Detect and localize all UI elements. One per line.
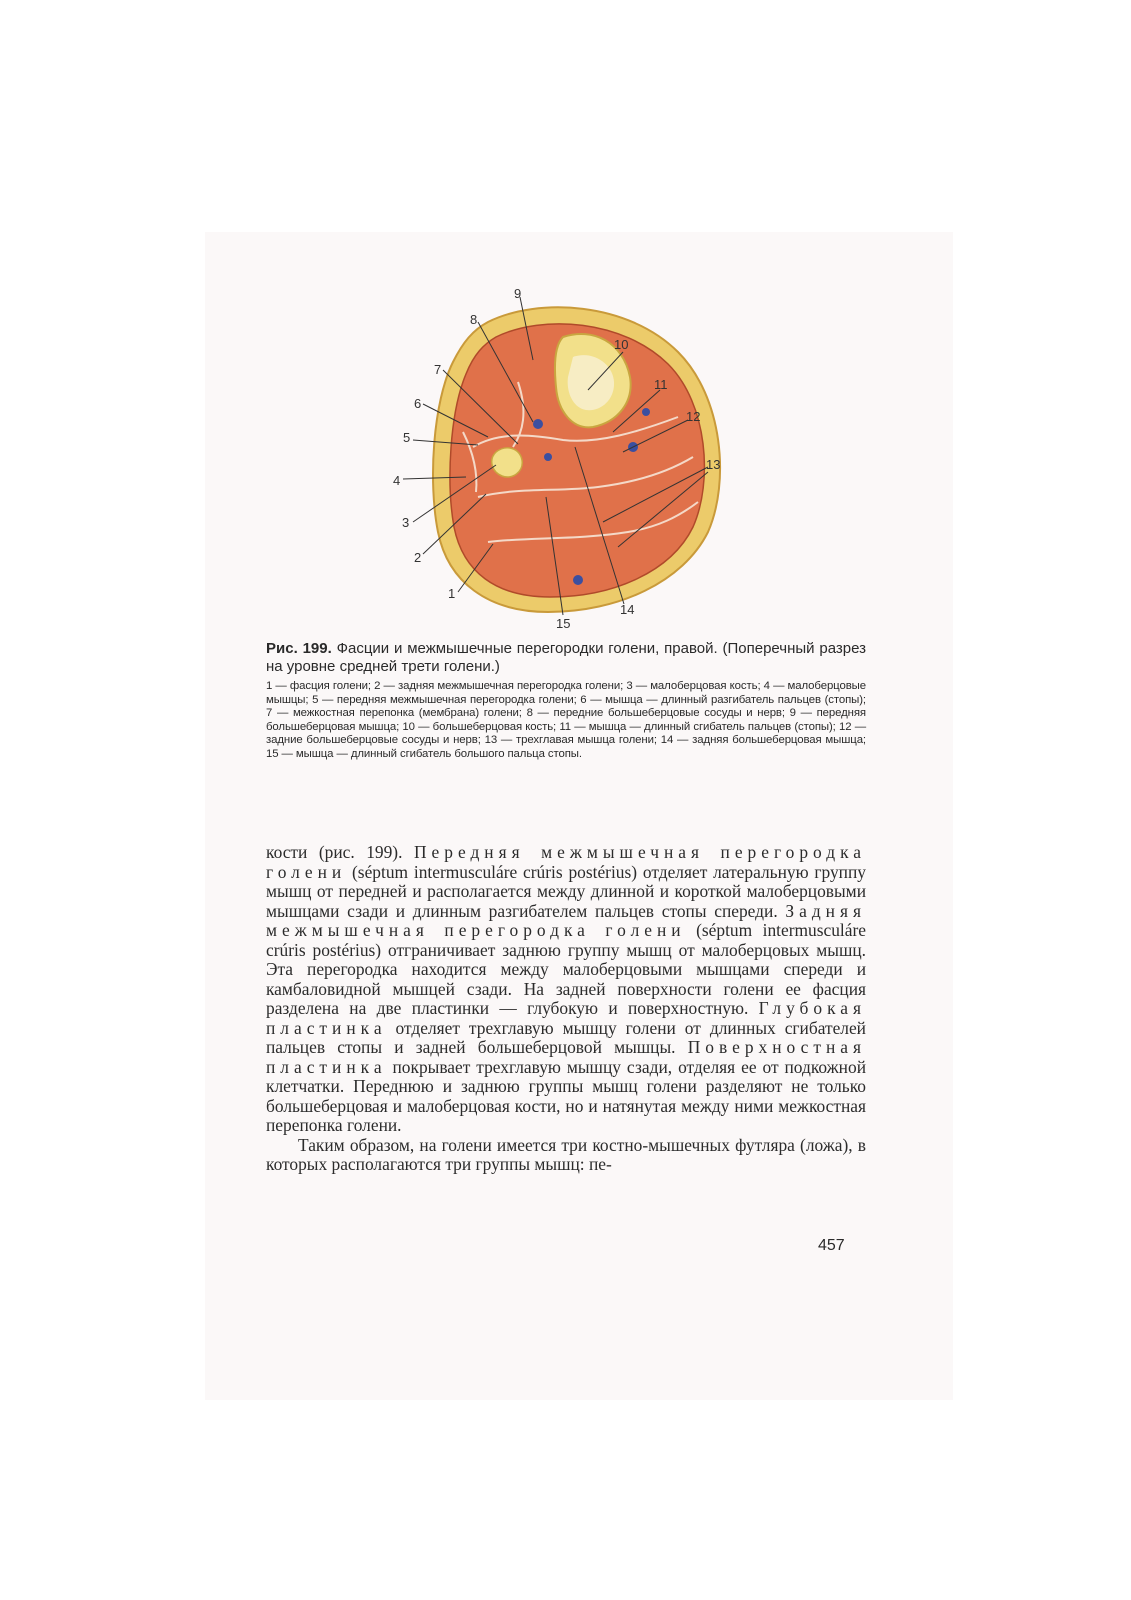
page-number: 457 <box>818 1237 845 1254</box>
text-run: отделяет трехглавую мышцу голени от длинных сгибателей пальцев стопы и задней большеберцовой мышцы. <box>266 1017 866 1057</box>
figure-label-15: 15 <box>556 616 571 631</box>
fibula-bone <box>492 448 522 477</box>
figure-caption <box>266 640 866 762</box>
figure-label-8: 8 <box>470 312 478 327</box>
figure-number: Рис. 199. <box>266 640 332 657</box>
spaced-term: Поверхностная пластинка <box>266 1037 866 1077</box>
spaced-term: Передняя межмышечная перегородка голени <box>266 842 866 882</box>
figure-legend: 1 — фасция голени; 2 — задняя межмышечная перегородка голени; 3 — малоберцовая кость; 4 — малоберцовые мышцы; 5 — передняя межмышечная перегородка голени; 6 — мышца — длинный разгибатель пальцев (стопы); 7 — межкостная перепонка (мембрана) голени; 8 — передние большеберцовые сосуды и нерв; 9 — передняя большеберцовая мышца; 10 — большеберцовая кость; 11 — мышца — длинный сгибатель пальцев (стопы); 12 — задние большеберцовые сосуды и нерв; 13 — трехглавая мышца голени; 14 — задняя большеберцовая мышца; 15 — мышца — длинный сгибатель большого пальца стопы. <box>266 680 866 760</box>
spaced-term: Глубокая пластинка <box>266 998 866 1038</box>
figure-label-11: 11 <box>654 377 668 392</box>
text-run: (séptum intermusculáre crúris postérius) отграничивает заднюю группу мышц от малоберцовых мышц. Эта перегородка находится между малоберцовыми мышцами спереди и камбаловидной мышцей сзади. На задней поверхности голени ее фасция разделена на две пластинки — глубокую и поверхностную. <box>266 920 866 1018</box>
paragraph-1 <box>266 843 866 1136</box>
figure-label-7: 7 <box>434 362 442 377</box>
figure-label-3: 3 <box>402 515 410 530</box>
leg-cross-section-figure <box>378 282 738 642</box>
spaced-term: Задняя межмышечная перегородка голени <box>266 900 866 940</box>
figure-label-4: 4 <box>393 473 401 488</box>
figure-label-12: 12 <box>686 409 701 424</box>
paragraph-2: Таким образом, на голени имеется три костно-мышечных футляра (ложа), в которых располагаются три группы мышц: пе- <box>266 1134 866 1174</box>
figure-label-9: 9 <box>514 286 522 301</box>
text-run: кости (рис. 199). <box>266 842 414 862</box>
figure-label-10: 10 <box>614 337 629 352</box>
caption-title-text: Фасции и межмышечные перегородки голени, правой. (Поперечный разрез на уровне средней трети голени.) <box>266 640 866 675</box>
figure-label-5: 5 <box>403 430 411 445</box>
figure-label-14: 14 <box>620 602 635 617</box>
body-text <box>266 843 866 1175</box>
figure-label-6: 6 <box>414 396 422 411</box>
text-run: (séptum intermusculáre crúris postérius) отделяет латеральную группу мышц от передней и располагается между длинной и короткой малоберцовыми мышцами сзади и длинным разгибателем пальцев стопы спереди. <box>266 861 866 921</box>
figure-label-2: 2 <box>414 550 422 565</box>
caption-title <box>266 640 866 676</box>
text-run: покрывает трехглавую мышцу сзади, отделяя ее от подкожной клетчатки. Переднюю и заднюю группы мышц голени разделяют не только большеберцовая и малоберцовая кости, но и натянутая между ними межкостная перепонка голени. <box>266 1056 866 1135</box>
figure-label-1: 1 <box>448 586 456 601</box>
figure-label-13: 13 <box>706 457 721 472</box>
